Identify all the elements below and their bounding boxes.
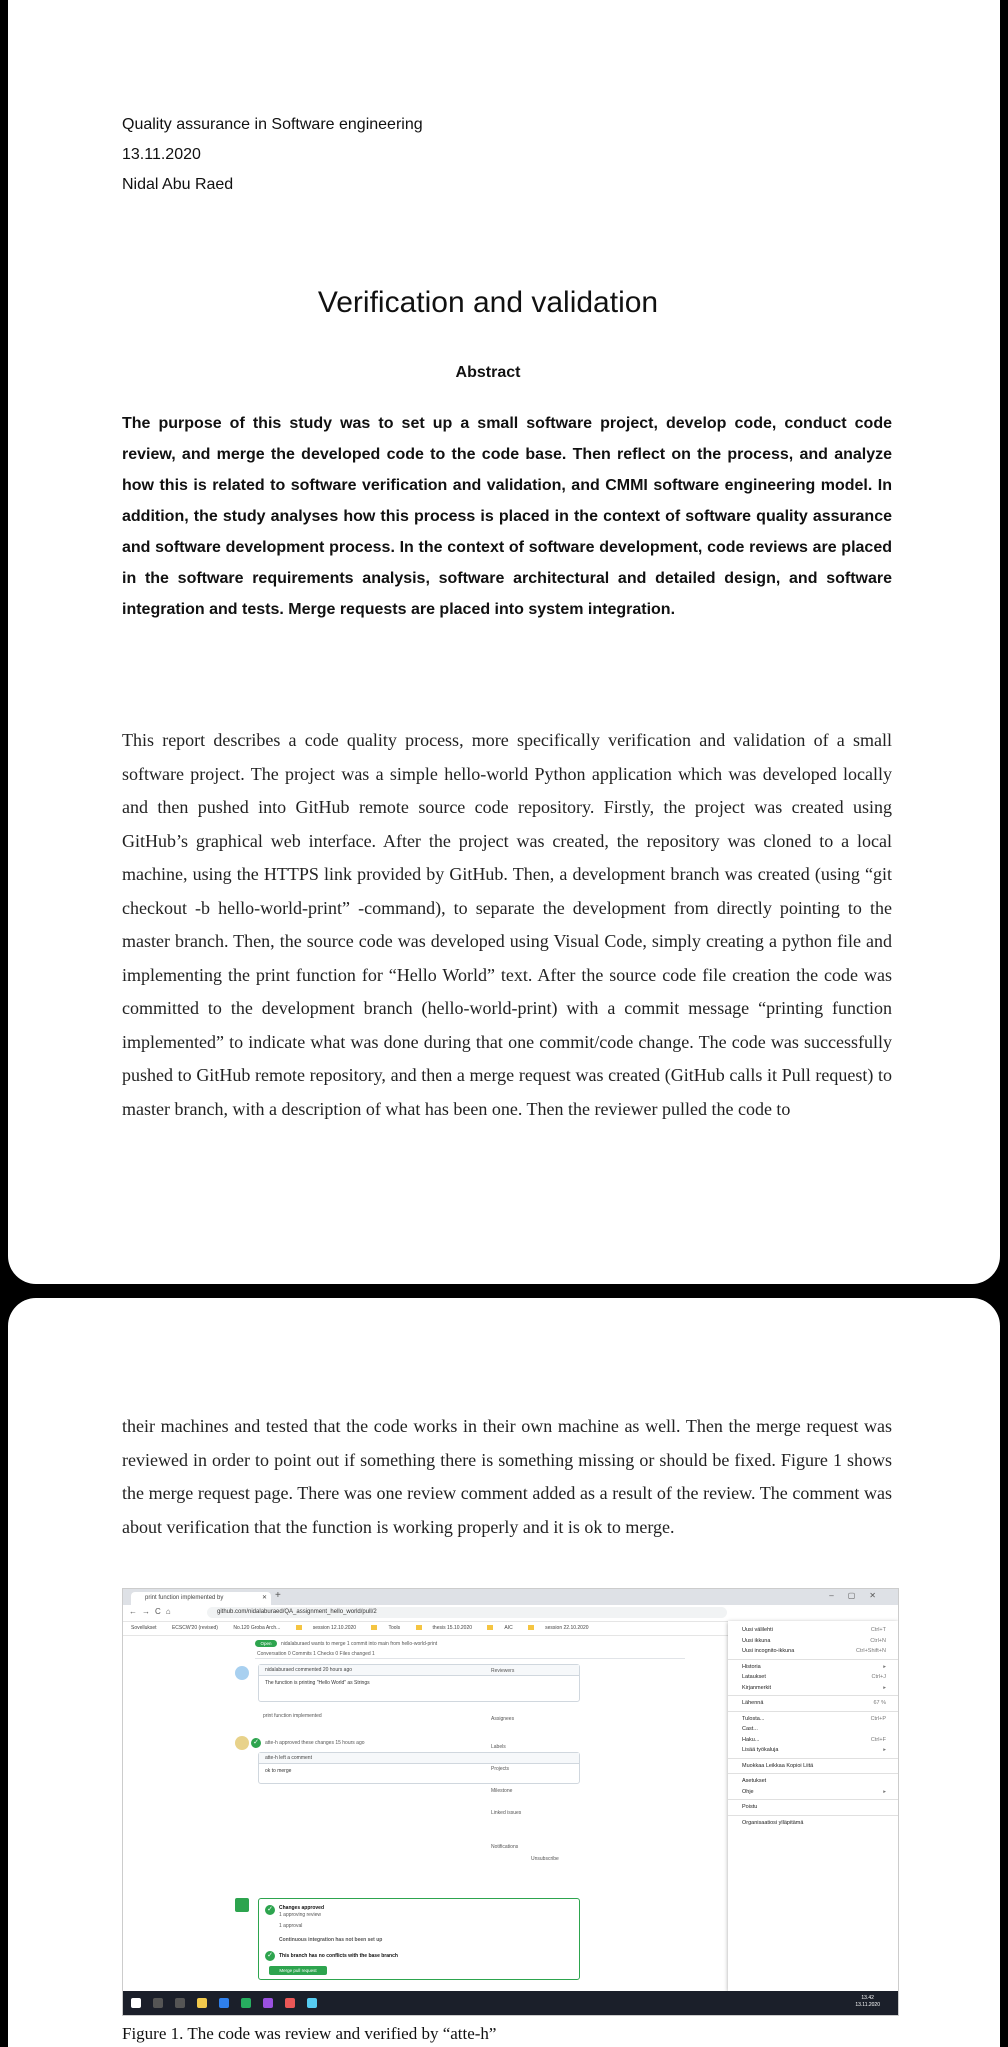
- folder-icon: [487, 1625, 493, 1630]
- bookmark-item: session 22.10.2020: [545, 1625, 589, 1631]
- menu-item: [728, 1698, 898, 1709]
- menu-divider: [728, 1758, 898, 1759]
- clock-time: 13.42: [861, 1995, 874, 2001]
- tabs-divider: [255, 1658, 685, 1659]
- merge-pull-request-button: Merge pull request: [269, 1966, 327, 1975]
- changes-approved: Changes approved: [279, 1905, 325, 1911]
- task-view-icon: [175, 1998, 185, 2008]
- bookmark-item: Sovellukset: [131, 1625, 157, 1631]
- review-box: [258, 1752, 580, 1784]
- close-icon: ✕: [261, 1595, 267, 1601]
- menu-divider: [728, 1799, 898, 1800]
- browser-context-menu: [728, 1621, 898, 1991]
- menu-item-shortcut: Ctrl+T: [870, 1627, 886, 1633]
- menu-item-label: Lataukset: [742, 1674, 766, 1680]
- menu-item: [728, 1776, 898, 1787]
- app-icon: [285, 1998, 295, 2008]
- check-icon: ✓: [265, 1951, 275, 1961]
- menu-item: [728, 1636, 898, 1647]
- menu-item-shortcut: Ctrl+Shift+N: [856, 1648, 886, 1654]
- browser-tab-bar: [123, 1589, 898, 1605]
- document-title: Verification and validation: [317, 286, 659, 319]
- bookmark-item: thesis 15.10.2020: [432, 1625, 473, 1631]
- abstract-heading: Abstract: [455, 364, 521, 381]
- folder-icon: [371, 1625, 377, 1630]
- menu-item-shortcut: ▸: [883, 1684, 886, 1691]
- menu-item: [728, 1625, 898, 1636]
- window-controls-icon: –▢✕: [829, 1591, 890, 1600]
- browser-tab: [131, 1592, 271, 1605]
- document-date: 13.11.2020: [122, 146, 201, 163]
- menu-item-label: Tulosta...: [742, 1715, 765, 1722]
- comment-header: nidalaburaed commented 20 hours ago: [259, 1665, 579, 1676]
- menu-item: [728, 1745, 898, 1756]
- menu-item-label: Lisää työkaluja: [742, 1747, 779, 1753]
- menu-item-shortcut: Ctrl+F: [870, 1736, 886, 1743]
- menu-item: [728, 1724, 898, 1735]
- menu-item-label: Kirjanmerkit: [742, 1684, 772, 1691]
- menu-item: [728, 1646, 898, 1657]
- menu-item-label: Uusi incognito-ikkuna: [742, 1648, 795, 1654]
- new-tab-icon: +: [275, 1590, 281, 1601]
- bookmark-item: AIC: [504, 1625, 513, 1631]
- taskbar-clock: [855, 1995, 880, 2009]
- menu-item-label: Muokkaa Leikkaa Kopioi Liitä: [742, 1762, 814, 1769]
- changes-subtitle: 1 approving review: [279, 1912, 321, 1918]
- menu-item-shortcut: Ctrl+N: [870, 1637, 886, 1644]
- sidebar-labels: Labels: [491, 1744, 506, 1750]
- review-subheader: atte-h left a comment: [259, 1753, 579, 1764]
- tab-title: print function implemented by: [145, 1595, 224, 1601]
- menu-divider: [728, 1773, 898, 1774]
- app-icon: [263, 1998, 273, 2008]
- review-header: atte-h approved these changes 15 hours ago: [265, 1740, 365, 1746]
- app-icon: [307, 1998, 317, 2008]
- edge-icon: [219, 1998, 229, 2008]
- menu-item-shortcut: ▸: [883, 1747, 886, 1753]
- menu-item: [728, 1714, 898, 1725]
- menu-item: [728, 1735, 898, 1746]
- menu-divider: [728, 1695, 898, 1696]
- open-badge: Open: [255, 1640, 277, 1647]
- bookmark-item: session 12.10.2020: [312, 1625, 357, 1631]
- menu-item-label: Uusi ikkuna: [742, 1637, 771, 1644]
- ci-status: Continuous integration has not been set up: [279, 1937, 383, 1943]
- merge-box: [258, 1898, 580, 1980]
- comment-box: [258, 1664, 580, 1702]
- approval-count: 1 approval: [279, 1923, 303, 1929]
- clock-date: 13.11.2020: [855, 2002, 880, 2008]
- menu-divider: [728, 1815, 898, 1816]
- sidebar-assignees: Assignees: [491, 1716, 515, 1722]
- url-bar: github.com/nidalaburaed/QA_assignment_hello_world/pull/2: [207, 1607, 727, 1618]
- sidebar-milestone: Milestone: [491, 1788, 513, 1794]
- menu-item: [728, 1683, 898, 1694]
- pr-subtitle: nidalaburaed wants to merge 1 commit into main from hello-world-print: [281, 1641, 438, 1647]
- figure-screenshot: [122, 1588, 899, 2016]
- menu-item-shortcut: 67 %: [873, 1700, 886, 1706]
- menu-item-label: Poistu: [742, 1804, 758, 1810]
- bookmark-item: Tools: [388, 1625, 401, 1631]
- menu-item-label: Ohje: [742, 1788, 754, 1795]
- menu-divider: [728, 1711, 898, 1712]
- comment-body: The function is printing "Hello World" as Strings: [265, 1680, 370, 1686]
- menu-item: [728, 1672, 898, 1683]
- document-page-1: [8, 0, 1000, 1284]
- sidebar-projects: Projects: [491, 1766, 510, 1772]
- menu-item-label: Lähennä: [742, 1700, 764, 1706]
- menu-item: [728, 1761, 898, 1772]
- pr-tabs: Conversation 0 Commits 1 Checks 0 Files changed 1: [257, 1651, 375, 1657]
- address-row: [123, 1605, 898, 1622]
- menu-item: [728, 1787, 898, 1798]
- windows-taskbar: [123, 1991, 898, 2015]
- check-icon: ✓: [265, 1905, 275, 1915]
- menu-item-label: Asetukset: [742, 1778, 767, 1784]
- bookmark-item: ECSCW'20 (revised): [171, 1625, 218, 1631]
- menu-item-shortcut: ▸: [883, 1663, 886, 1670]
- github-pr-page: [123, 1636, 691, 1991]
- folder-icon: [296, 1625, 302, 1630]
- sidebar-notifications: Notifications: [491, 1844, 519, 1850]
- search-icon: [153, 1998, 163, 2008]
- menu-item-shortcut: Ctrl+P: [870, 1715, 886, 1722]
- menu-item-label: Cast...: [742, 1726, 758, 1732]
- review-body: ok to merge: [265, 1768, 292, 1774]
- chrome-icon: [241, 1998, 251, 2008]
- navigation-icons: ←→C⌂: [129, 1607, 176, 1616]
- avatar: [235, 1666, 249, 1680]
- body-paragraph: This report describes a code quality process, more specifically verification and validation of a small software project. The project was a simple hello-world Python application which was developed locally and then pushed into GitHub remote source code repository. Firstly, the project was created using GitHub’s graphical web interface. After the project was created, the repository was cloned to a local machine, using the HTTPS link provided by GitHub. Then, a development branch was created (using “git checkout -b hello-world-print” -command), to separate the development from directly pointing to the master branch. Then, the source code was developed using Visual Code, simply creating a python file and implementing the print function for “Hello World” text. After the source code file creation the code was committed to the development branch (hello-world-print) with a commit message “printing function implemented” to indicate what was done during that one commit/code change. The code was successfully pushed to GitHub remote repository, and then a merge request was created (GitHub calls it Pull request) to master branch, with a description of what has been one. Then the reviewer pulled the code to: [122, 730, 892, 1119]
- merge-icon: [235, 1898, 249, 1912]
- menu-item-label: Uusi välilehti: [742, 1627, 773, 1633]
- bookmark-item: No.120 Groba Arch...: [233, 1625, 281, 1631]
- windows-start-icon: [131, 1998, 141, 2008]
- document-page-2: [8, 1298, 1000, 2047]
- sidebar-reviewers: Reviewers: [491, 1668, 515, 1674]
- file-explorer-icon: [197, 1998, 207, 2008]
- menu-item: [728, 1662, 898, 1673]
- course-title: Quality assurance in Software engineering: [122, 116, 423, 133]
- abstract-paragraph: The purpose of this study was to set up a small software project, develop code, conduct code review, and merge the developed code to the code base. Then reflect on the process, and analyze how this is related to software verification and validation, and CMMI software engineering model. In addition, the study analyses how this process is placed in the context of software quality assurance and software development process. In the context of software development, code reviews are placed in the software requirements analysis, software architectural and detailed design, and software integration and tests. Merge requests are placed into system integration.: [122, 415, 892, 618]
- commit-line: print function implemented: [263, 1713, 322, 1719]
- no-conflicts: This branch has no conflicts with the base branch: [279, 1953, 398, 1959]
- menu-item: [728, 1802, 898, 1813]
- folder-icon: [528, 1625, 534, 1630]
- menu-item-label: Historia: [742, 1663, 761, 1670]
- menu-item: [728, 1818, 898, 1829]
- menu-item-label: Organisaatiosi ylläpitämä: [742, 1819, 804, 1826]
- avatar: [235, 1736, 249, 1750]
- menu-divider: [728, 1659, 898, 1660]
- menu-item-shortcut: ▸: [883, 1788, 886, 1795]
- menu-item-shortcut: Ctrl+J: [871, 1674, 886, 1680]
- menu-item-label: Haku...: [742, 1736, 760, 1743]
- body-paragraph-continued: their machines and tested that the code works in their own machine as well. Then the merge request was reviewed in order to point out if something there is something missing or should be fixed. Figure 1 shows the merge request page. There was one review comment added as a result of the review. The comment was about verification that the function is working properly and it is ok to merge.: [122, 1416, 892, 1537]
- check-icon: ✓: [251, 1738, 261, 1748]
- figure-caption: Figure 1. The code was review and verified by “atte-h”: [122, 2024, 497, 2043]
- author-name: Nidal Abu Raed: [122, 176, 234, 193]
- folder-icon: [416, 1625, 422, 1630]
- sidebar-linked-issues: Linked issues: [491, 1810, 522, 1816]
- sidebar-unsubscribe: Unsubscribe: [531, 1856, 559, 1862]
